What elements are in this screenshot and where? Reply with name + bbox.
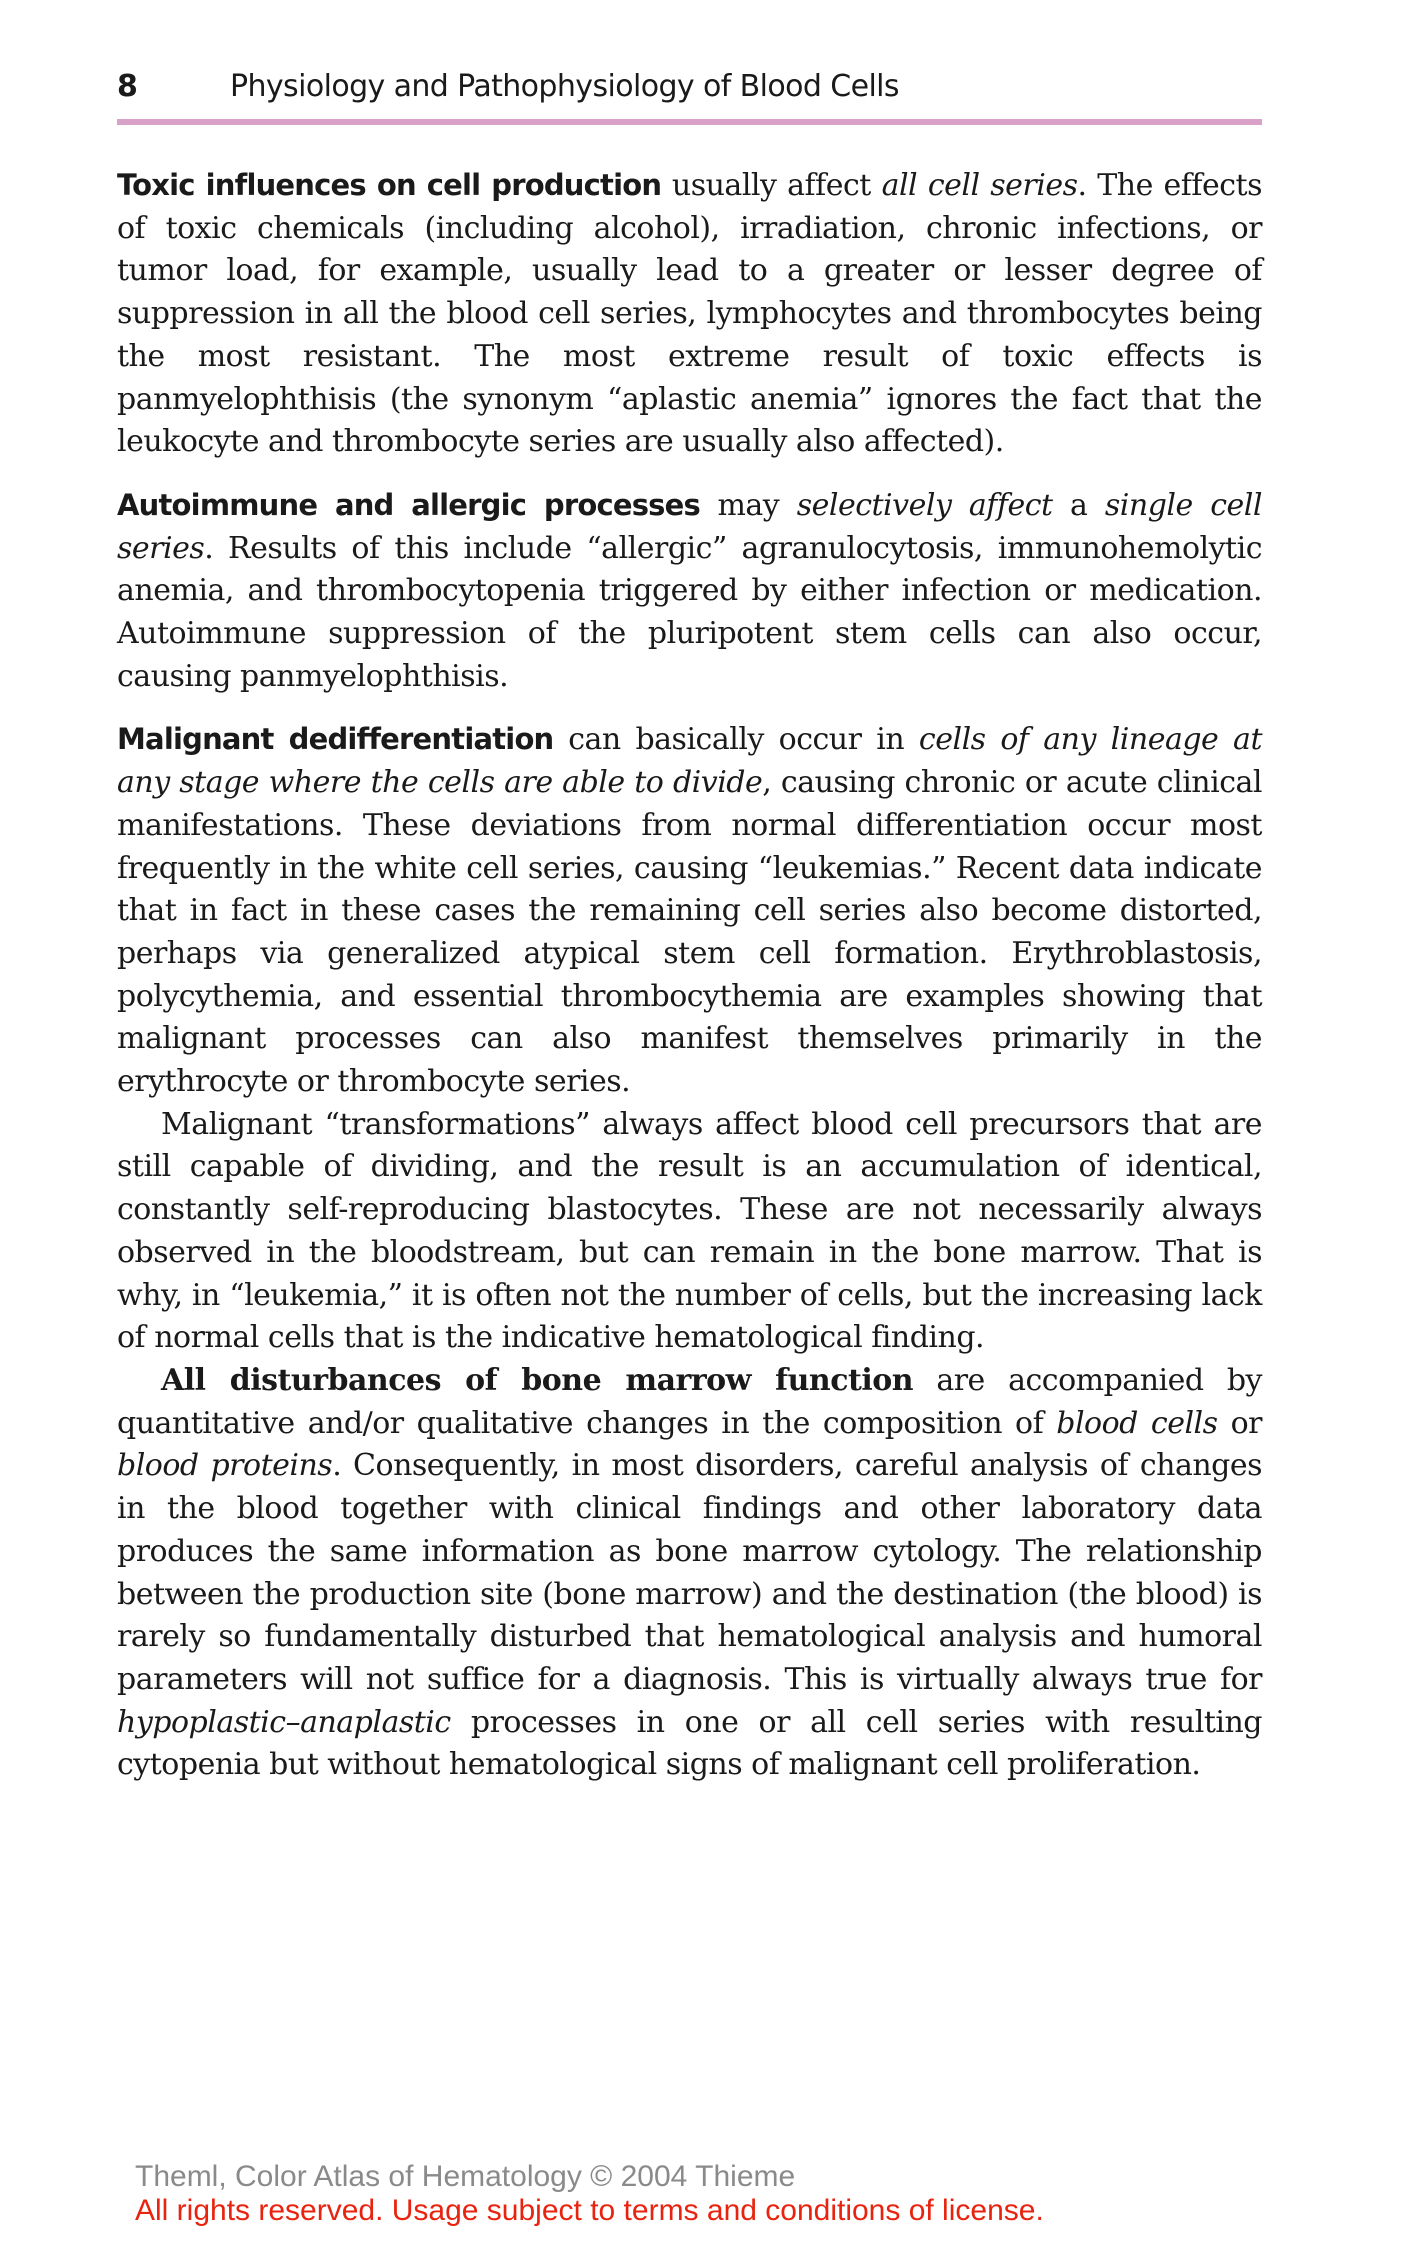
- text-run: or: [1217, 1405, 1262, 1441]
- paragraph-heading: All disturbances of bone marrow function: [161, 1362, 914, 1398]
- paragraph-heading: Malignant dedifferentiation: [117, 722, 554, 757]
- emphasis: hypoplastic–anaplastic: [117, 1704, 451, 1740]
- text-run: , causing chronic or acute clinical manifestations. These deviations from normal differentiation occur most frequently in the white cell series, causing “leukemias.” Recent data indicate that in fact in these cases the remaining cell series also become distorted, perhaps via generalized atypical stem cell formation. Erythroblastosis, polycythemia, and essential thrombocythemia are examples showing that malignant processes can also manifest themselves primarily in the erythrocyte or thrombocyte series.: [117, 765, 1262, 1100]
- paragraph-bone-marrow-disturbances: [117, 1360, 1262, 1787]
- text-run: processes in one or all cell series with resulting cytopenia but without hematological signs of malignant cell proliferation.: [117, 1704, 1262, 1783]
- emphasis: selectively affect: [796, 487, 1053, 523]
- text-run: Malignant “transformations” always affect blood cell precursors that are still capable of dividing, and the result is an accumulation of identical, constantly self-reproducing blastocytes. These are not necessarily always observed in the bloodstream, but can remain in the bone marrow. That is why, in “leukemia,” it is often not the number of cells, but the increasing lack of normal cells that is the indicative hematological finding.: [117, 1106, 1262, 1356]
- emphasis: blood proteins: [117, 1448, 333, 1484]
- license-notice: All rights reserved. Usage subject to terms and conditions of license.: [135, 2194, 1044, 2227]
- text-run: may: [699, 487, 797, 523]
- paragraph-malignant-transformations: [117, 1104, 1262, 1360]
- text-run: . Results of this include “allergic” agranulocytosis, immunohemolytic anemia, and thrombocytopenia triggered by either infection or medication. Autoimmune suppression of the pluripotent stem cells can also occur, causing panmyelophthisis.: [117, 530, 1262, 694]
- text-run: can basically occur in: [553, 722, 919, 758]
- text-run: a: [1052, 487, 1105, 523]
- emphasis: blood cells: [1056, 1405, 1218, 1441]
- paragraph-toxic-influences: [117, 164, 1262, 464]
- text-run: . Consequently, in most disorders, careful analysis of changes in the blood together with clinical findings and other laboratory data produces the same information as bone marrow cytology. The relationship between the production site (bone marrow) and the destination (the blood) is rarely so fundamentally disturbed that hematological analysis and humoral parameters will not suffice for a diagnosis. This is virtually always true for: [117, 1448, 1262, 1697]
- emphasis: all cell series: [881, 168, 1078, 203]
- emphasis: cells of any lineage at any stage where the cells are able to divide: [117, 722, 1263, 801]
- paragraph-malignant-dedifferentiation: [117, 718, 1262, 1103]
- text-run: . The effects of toxic chemicals (including alcohol), irradiation, chronic infections, or tumor load, for example, usually lead to a greater or lesser degree of suppression in all the blood cell series, lymphocytes and thrombocytes being the most resistant. The most extreme result of toxic effects is panmyelophthisis (the synonym “aplastic anemia” ignores the fact that the leukocyte and thrombocyte series are usually also affected).: [117, 168, 1262, 460]
- running-title: Physiology and Pathophysiology of Blood Cells: [230, 69, 899, 104]
- body-text: [117, 164, 1262, 1807]
- page-footer: [135, 2160, 1044, 2228]
- copyright-credit: Theml, Color Atlas of Hematology © 2004 Thieme: [135, 2160, 796, 2193]
- paragraph-heading: Toxic influences on cell production: [117, 168, 662, 202]
- text-run: usually affect: [661, 168, 882, 203]
- paragraph-heading: Autoimmune and allergic processes: [117, 487, 700, 522]
- emphasis: single cell series: [117, 487, 1262, 566]
- header-rule: [117, 119, 1262, 125]
- text-run: are accompanied by quantitative and/or qualitative changes in the composition of: [117, 1362, 1262, 1441]
- paragraph-autoimmune: [117, 484, 1262, 699]
- page-number: 8: [117, 69, 138, 104]
- page-header: [117, 62, 1262, 112]
